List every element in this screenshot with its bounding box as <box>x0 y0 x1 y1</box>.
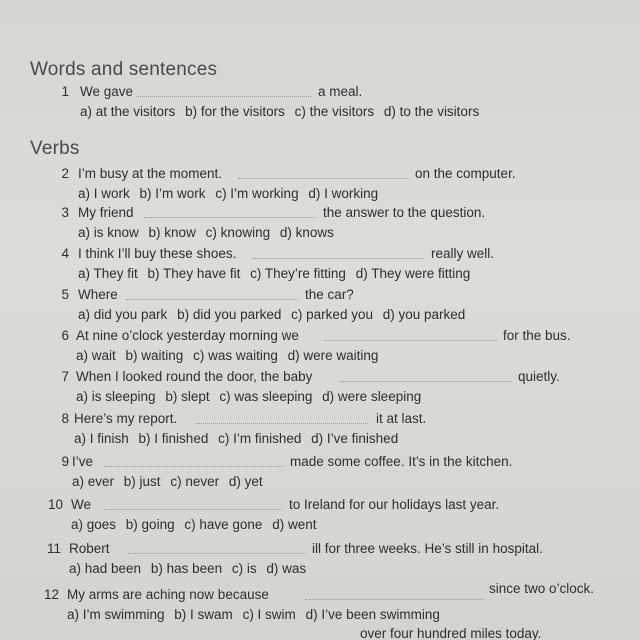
question-text: Robert <box>69 541 110 556</box>
option-d: d) to the visitors <box>383 104 480 119</box>
question-number: 4 <box>61 246 69 261</box>
option-b: b) has been <box>150 561 223 576</box>
question-text-end: a meal. <box>318 84 363 99</box>
option-d: d) were sleeping <box>322 389 422 404</box>
answer-options <box>80 104 485 119</box>
question-number: 12 <box>43 587 59 602</box>
question-text: My friend <box>78 205 134 220</box>
question-text-end: for the bus. <box>503 328 571 343</box>
question-text: I think I’ll buy these shoes. <box>78 246 237 261</box>
answer-blank <box>136 96 311 97</box>
option-b: b) I swam <box>174 607 233 622</box>
option-a: a) I work <box>78 186 130 201</box>
question-text-end: it at last. <box>376 411 427 426</box>
option-d: d) I’ve been swimming <box>305 607 440 622</box>
question-text-end: the answer to the question. <box>323 205 486 220</box>
question-number: 1 <box>61 84 69 99</box>
answer-blank <box>238 178 410 179</box>
option-c: c) never <box>170 474 220 489</box>
option-a: a) They fit <box>78 266 138 281</box>
option-c: c) was sleeping <box>219 389 313 404</box>
answer-options <box>78 186 384 201</box>
question-text: I’m busy at the moment. <box>78 166 223 181</box>
option-d: d) I’ve finished <box>311 431 399 446</box>
option-a: a) is know <box>78 225 139 240</box>
answer-blank <box>126 299 298 300</box>
question-text-end: the car? <box>305 287 354 302</box>
answer-options <box>74 431 404 446</box>
question-text-end: over four hundred miles today. <box>360 626 542 640</box>
option-a: a) at the visitors <box>80 104 176 119</box>
option-a: a) had been <box>69 561 142 576</box>
question-number: 11 <box>46 541 61 556</box>
option-a: a) did you park <box>78 307 168 322</box>
answer-options <box>69 561 312 576</box>
question-text-end: made some coffee. It’s in the kitchen. <box>290 454 513 469</box>
option-c: c) I’m finished <box>218 431 302 446</box>
question-text-end: really well. <box>431 246 495 261</box>
option-b: b) waiting <box>125 348 184 363</box>
question-number: 9 <box>61 454 69 469</box>
answer-options <box>76 348 384 363</box>
option-c: c) knowing <box>205 225 271 240</box>
question-text: We <box>71 497 92 512</box>
answer-blank <box>128 553 306 554</box>
answer-blank <box>325 340 497 341</box>
option-b: b) for the visitors <box>185 104 285 119</box>
answer-options <box>76 389 427 404</box>
answer-options <box>67 607 446 622</box>
answer-blank <box>104 509 282 510</box>
option-c: c) I swim <box>242 607 296 622</box>
question-text: When I looked round the door, the baby <box>76 369 313 384</box>
option-d: d) They were fitting <box>355 266 471 281</box>
option-d: d) was <box>266 561 307 576</box>
option-c: c) They’re fitting <box>250 266 346 281</box>
option-c: c) is <box>231 561 257 576</box>
option-b: b) know <box>148 225 196 240</box>
option-d: d) went <box>272 517 317 532</box>
question-text: My arms are aching now because <box>67 587 269 602</box>
question-text: I’ve <box>72 454 94 469</box>
option-a: a) is sleeping <box>76 389 156 404</box>
answer-options <box>72 474 269 489</box>
answer-options <box>78 266 476 281</box>
answer-blank <box>252 258 424 259</box>
answer-options <box>71 517 322 532</box>
section-title-verbs: Verbs <box>30 138 80 159</box>
option-d: d) were waiting <box>287 348 379 363</box>
question-text: Where <box>78 287 118 302</box>
question-text-end: quietly. <box>518 369 560 384</box>
option-b: b) slept <box>165 389 210 404</box>
question-number: 2 <box>61 166 69 181</box>
question-number: 3 <box>61 205 69 220</box>
option-b: b) just <box>123 474 161 489</box>
option-c: c) I’m working <box>215 186 299 201</box>
question-text-end: since two o’clock. <box>489 581 595 596</box>
option-b: b) I finished <box>138 431 209 446</box>
option-c: c) have gone <box>184 517 263 532</box>
option-d: d) knows <box>279 225 334 240</box>
question-number: 10 <box>47 497 63 512</box>
question-number: 8 <box>61 411 69 426</box>
option-b: b) did you parked <box>177 307 282 322</box>
option-a: a) ever <box>72 474 115 489</box>
option-d: d) you parked <box>382 307 466 322</box>
question-text: At nine o’clock yesterday morning we <box>76 328 299 343</box>
question-text: Here’s my report. <box>74 411 178 426</box>
question-number: 7 <box>61 369 69 384</box>
question-number: 5 <box>61 287 69 302</box>
answer-blank <box>144 217 316 218</box>
question-text: We gave <box>80 84 134 99</box>
section-title-words: Words and sentences <box>30 59 218 80</box>
answer-blank <box>104 466 284 467</box>
answer-options <box>78 225 340 240</box>
option-a: a) I finish <box>74 431 129 446</box>
answer-blank <box>340 381 512 382</box>
question-number: 6 <box>61 328 69 343</box>
question-text-end: to Ireland for our holidays last year. <box>289 497 500 512</box>
option-d: d) I working <box>308 186 379 201</box>
question-text-end: on the computer. <box>415 166 516 181</box>
option-a: a) goes <box>71 517 117 532</box>
option-a: a) wait <box>76 348 116 363</box>
option-c: c) the visitors <box>294 104 375 119</box>
question-text-end: ill for three weeks. He’s still in hospital. <box>312 541 543 556</box>
option-a: a) I’m swimming <box>67 607 165 622</box>
option-c: c) was waiting <box>193 348 278 363</box>
option-d: d) yet <box>228 474 263 489</box>
answer-options <box>78 307 471 322</box>
option-b: b) They have fit <box>147 266 241 281</box>
option-b: b) I’m work <box>139 186 206 201</box>
answer-blank <box>196 423 368 424</box>
option-b: b) going <box>125 517 175 532</box>
option-c: c) parked you <box>291 307 373 322</box>
answer-blank <box>305 599 483 600</box>
